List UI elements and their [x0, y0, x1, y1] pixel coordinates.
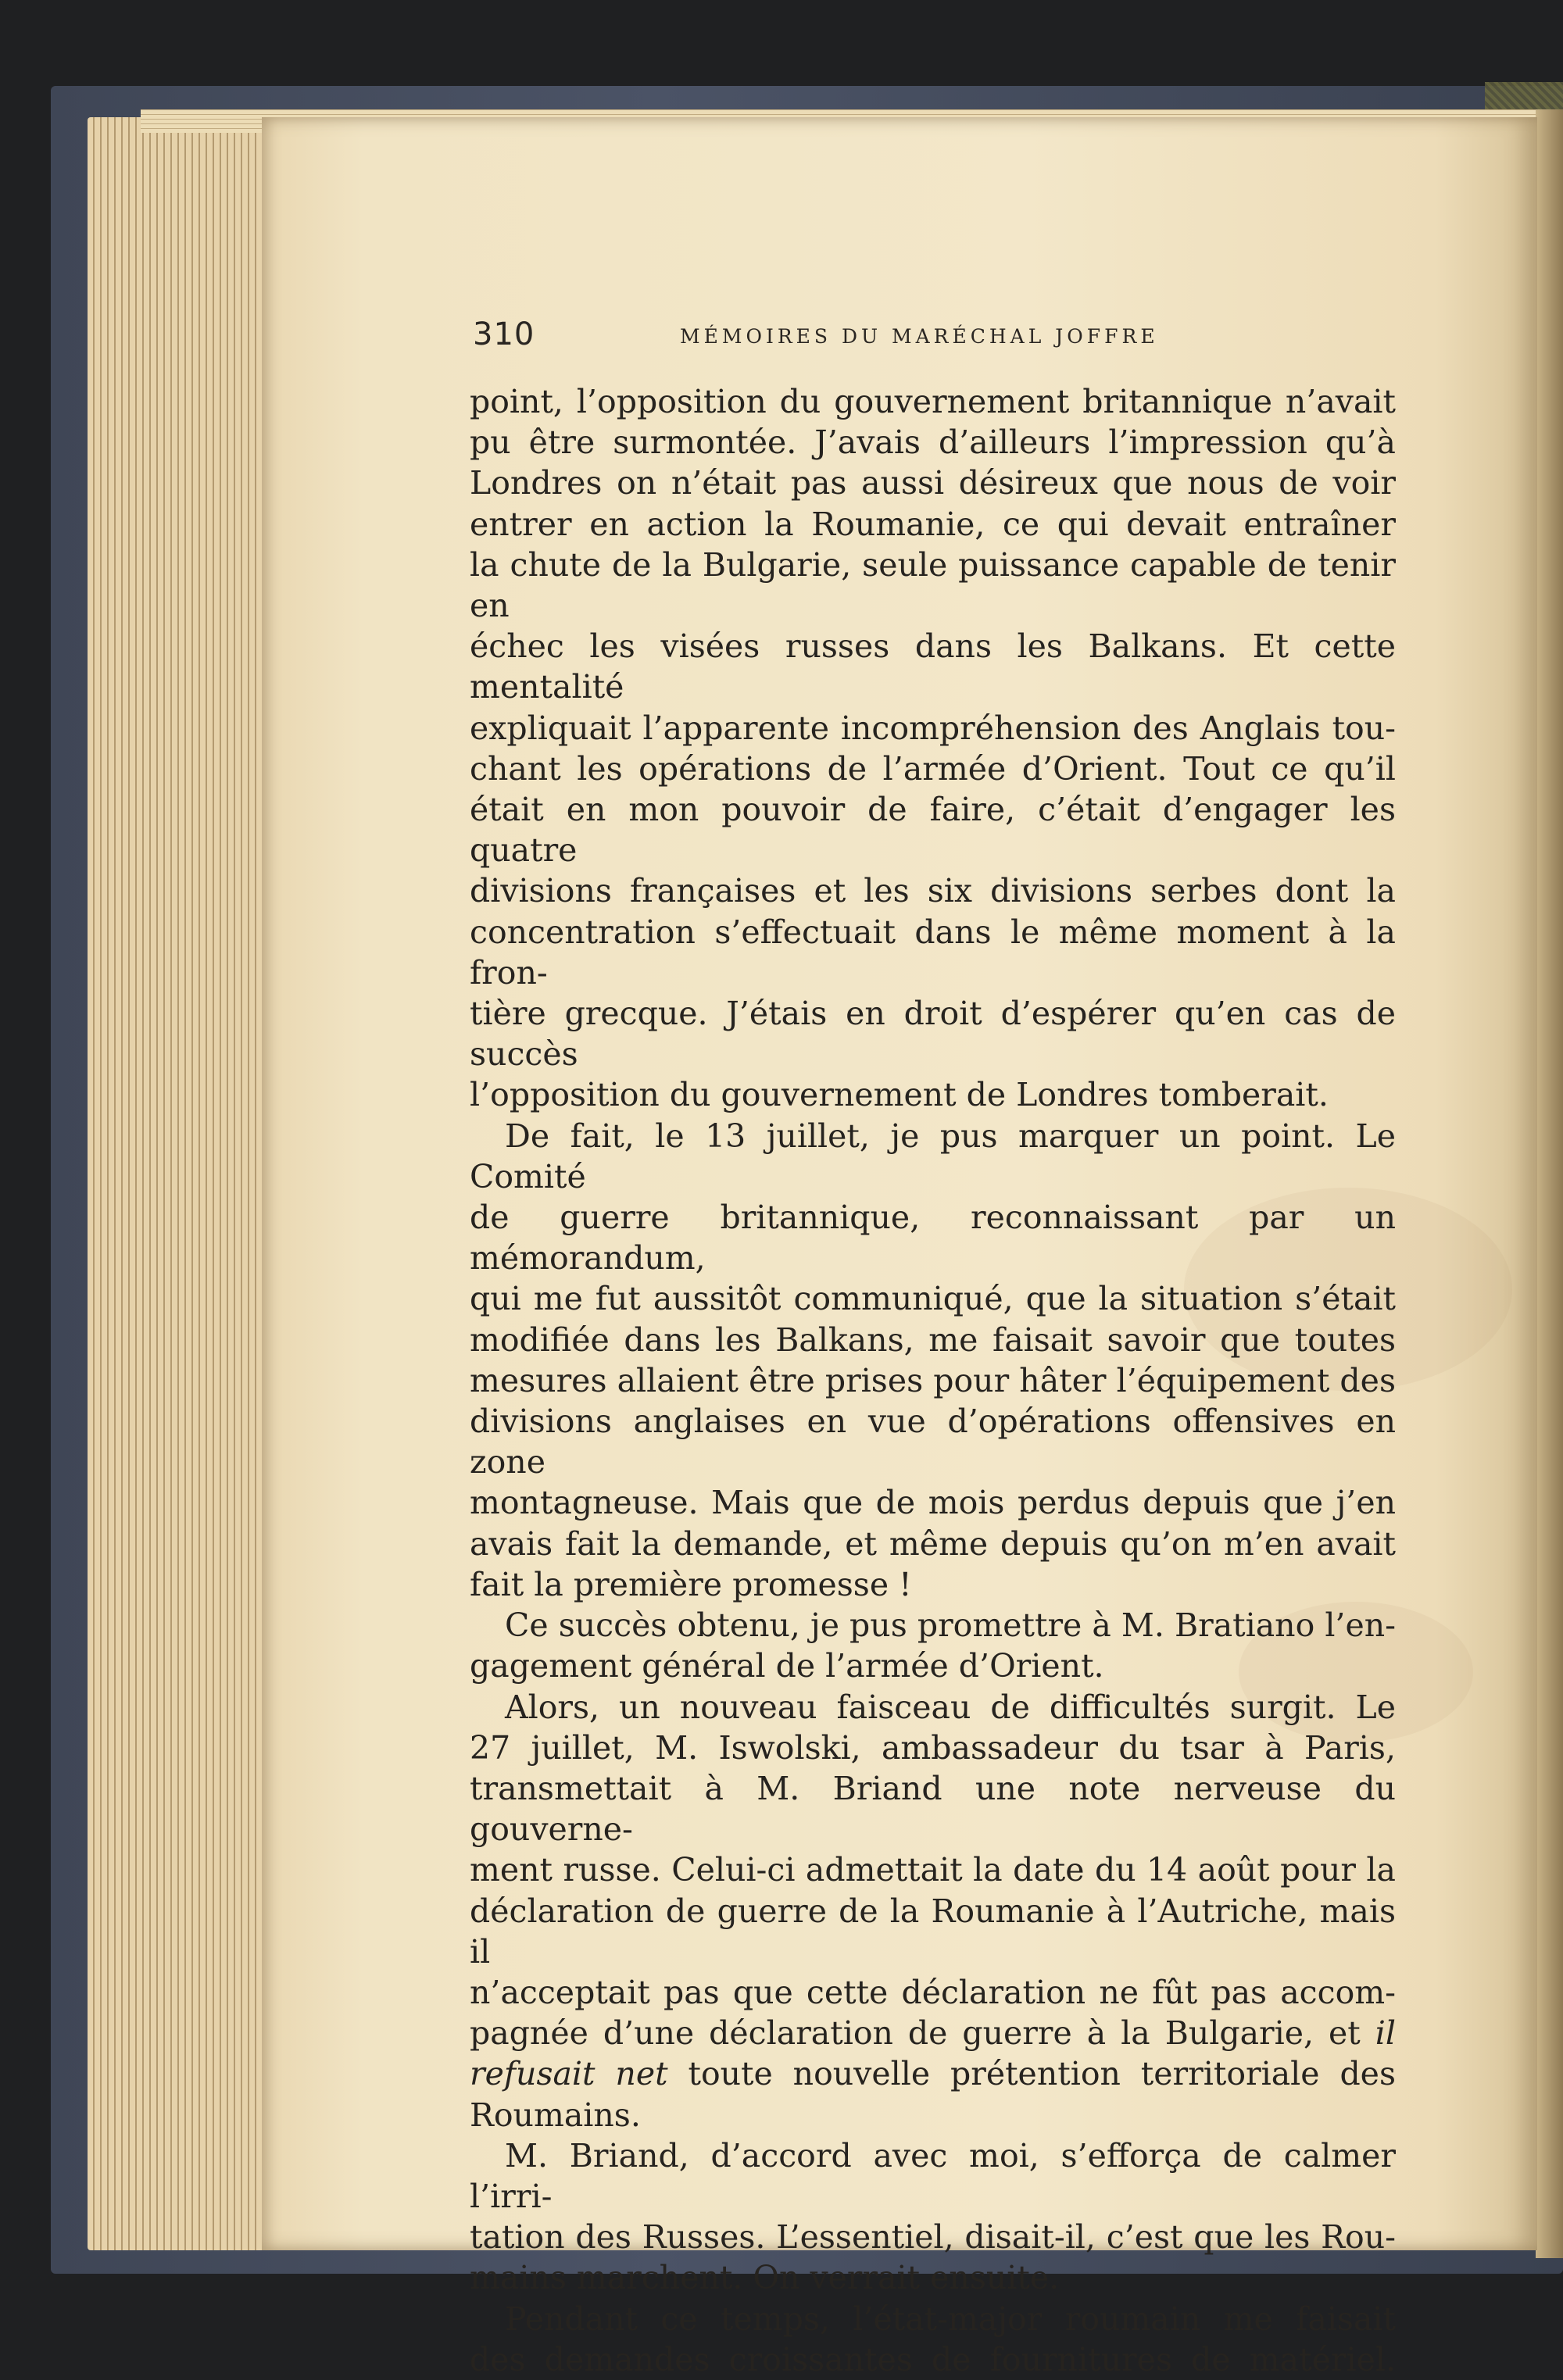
text-line — [470, 2013, 1396, 2053]
text-line: tière grecque. J’étais en droit d’espérer qu’en cas de succès — [470, 995, 1396, 1074]
text-line: 27 juillet, M. Iswolski, ambassadeur du tsar à Paris, — [470, 1728, 1396, 1767]
text-line: mesures allaient être prises pour hâter l’équipement des — [470, 1361, 1396, 1399]
text-span: toute nouvelle prétention territoriale des — [688, 2055, 1396, 2093]
text-line: chant les opérations de l’armée d’Orient. Tout ce qu’il — [470, 749, 1396, 788]
text-line: Roumains. — [470, 2096, 641, 2134]
text-line: n’acceptait pas que cette déclaration ne fût pas accom- — [470, 1973, 1396, 2011]
text-line: De fait, le 13 juillet, je pus marquer un point. Le Comité — [470, 1117, 1396, 1195]
text-line: échec les visées russes dans les Balkans. Et cette mentalité — [470, 627, 1396, 706]
text-line: divisions anglaises en vue d’opérations offensives en zone — [470, 1403, 1396, 1481]
text-line: fait la première promesse ! — [470, 1565, 912, 1603]
text-line: Ce succès obtenu, je pus promettre à M. Bratiano l’en- — [505, 1606, 1396, 1645]
italic-text: refusait net — [470, 2055, 668, 2093]
text-line: pu être surmontée. J’avais d’ailleurs l’impression qu’à — [470, 423, 1396, 462]
text-line: des demandes croissantes de fournitures de matériel. — [470, 2340, 1396, 2378]
text-line: modifiée dans les Balkans, me faisait savoir que toutes — [470, 1320, 1396, 1359]
page-gutter-right — [1536, 109, 1563, 2258]
text-line: transmettait à M. Briand une note nerveuse du gouverne- — [470, 1769, 1396, 1849]
text-line: avais fait la demande, et même depuis qu’on m’en avait — [470, 1524, 1396, 1563]
text-line — [470, 2053, 1396, 2094]
running-title: MÉMOIRES DU MARÉCHAL JOFFRE — [680, 325, 1159, 348]
text-line: entrer en action la Roumanie, ce qui devait entraîner — [470, 505, 1396, 543]
text-line: Londres on n’était pas aussi désireux que nous de voir — [470, 464, 1396, 502]
text-line: divisions françaises et les six divisions serbes dont la — [470, 872, 1396, 910]
page-number: 310 — [473, 316, 535, 352]
text-line: M. Briand, d’accord avec moi, s’efforça de calmer l’irri- — [470, 2136, 1396, 2215]
text-line: qui me fut aussitôt communiqué, que la situation s’était — [470, 1280, 1396, 1318]
body-text — [470, 381, 1396, 2380]
text-line: Alors, un nouveau faisceau de difficultés surgit. Le — [505, 1688, 1396, 1726]
text-line: de guerre britannique, reconnaissant par un mémorandum, — [470, 1199, 1396, 1278]
text-line: concentration s’effectuait dans le même moment à la fron- — [470, 913, 1396, 992]
text-line: expliquait l’apparente incompréhension des Anglais tou- — [470, 709, 1396, 747]
page-edges-left — [88, 117, 291, 2250]
text-line: était en mon pouvoir de faire, c’était d’engager les quatre — [470, 791, 1396, 870]
text-line: la chute de la Bulgarie, seule puissance capable de tenir en — [470, 545, 1396, 625]
text-line: Pendant ce temps, l’état-major roumain me faisait — [505, 2300, 1396, 2338]
text-line: déclaration de guerre de la Roumanie à l’Autriche, mais il — [470, 1892, 1396, 1971]
text-line: l’opposition du gouvernement de Londres tomberait. — [470, 1076, 1329, 1114]
text-line: mains marchent. On verrait ensuite. — [470, 2259, 1060, 2297]
text-line: gagement général de l’armée d’Orient. — [470, 1647, 1104, 1685]
page-header — [473, 316, 1286, 363]
text-line: point, l’opposition du gouvernement britannique n’avait — [470, 383, 1396, 420]
text-line: tation des Russes. L’essentiel, disait-il, c’est que les Rou- — [470, 2218, 1396, 2257]
text-line: ment russe. Celui-ci admettait la date du 14 août pour la — [470, 1851, 1396, 1889]
text-line: montagneuse. Mais que de mois perdus depuis que j’en — [470, 1484, 1396, 1522]
text-span: pagnée d’une déclaration de guerre à la Bulgarie, et — [470, 2014, 1361, 2053]
italic-text: il — [1375, 2014, 1396, 2053]
